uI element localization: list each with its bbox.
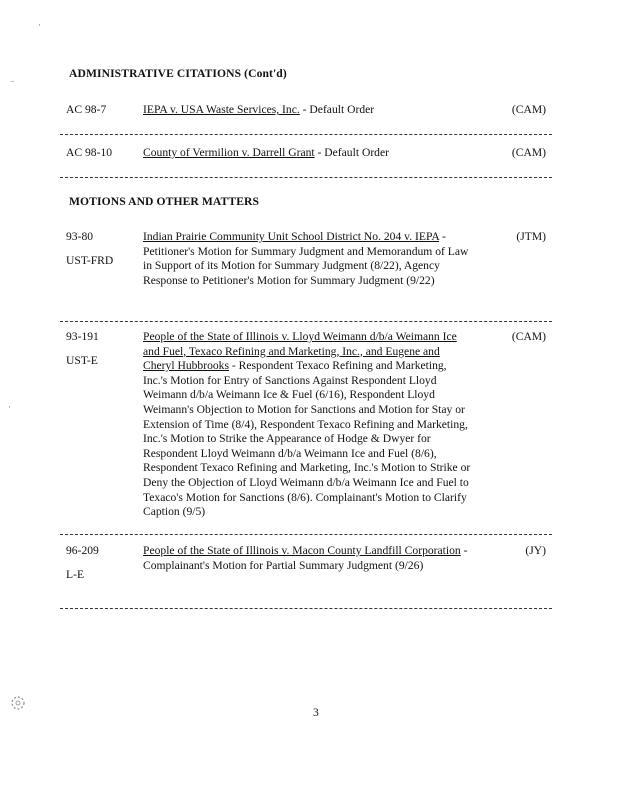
divider [60, 608, 552, 609]
case-title: IEPA v. USA Waste Services, Inc. [143, 103, 300, 116]
case-title: People of the State of Illinois v. Lloyd Weimann d/b/a Weimann Ice and Fuel, Texaco Refining and Marketing, Inc., and Eugene and Cheryl Hubbrooks [143, 330, 457, 373]
case-initials: (JY) [525, 544, 546, 557]
case-initials: (CAM) [511, 146, 546, 159]
case-text [143, 330, 473, 520]
case-text [143, 230, 473, 288]
case-type: L-E [66, 567, 85, 581]
case-number: AC 98-7 [66, 103, 107, 116]
section-heading-admin-citations: ADMINISTRATIVE CITATIONS (Cont'd) [69, 67, 287, 80]
case-title: People of the State of Illinois v. Macon County Landfill Corporation [143, 544, 461, 557]
case-type: UST-FRD [66, 253, 114, 267]
case-number: AC 98-10 [66, 146, 113, 159]
case-description: - Petitioner's Motion for Summary Judgment and Memorandum of Law in Support of its Motion for Summary Judgment (8/22), Agency Response to Petitioner's Motion for Summary Judgment (9/22) [143, 230, 469, 287]
case-number-block [66, 544, 136, 591]
scan-mark: · [38, 20, 41, 30]
case-initials: (CAM) [511, 103, 546, 116]
case-text [143, 103, 473, 118]
case-description: - Default Order [314, 146, 389, 159]
case-description: - Complainant's Motion for Partial Summary Judgment (9/26) [143, 544, 468, 572]
case-number-block [66, 330, 136, 377]
case-initials: (JTM) [516, 230, 546, 243]
case-number: 96-209 [66, 544, 99, 557]
scan-mark: · [8, 402, 11, 412]
section-heading-motions: MOTIONS AND OTHER MATTERS [69, 195, 260, 208]
case-title: County of Vermilion v. Darrell Grant [143, 146, 315, 159]
divider [60, 134, 552, 135]
case-text [143, 146, 473, 161]
case-description: - Default Order [299, 103, 375, 116]
case-number: 93-191 [66, 330, 99, 343]
case-initials: (CAM) [511, 330, 546, 343]
case-number: 93-80 [66, 230, 94, 243]
case-title: Indian Prairie Community Unit School District No. 204 v. IEPA [143, 230, 440, 243]
scan-artifact-icon [10, 692, 26, 714]
divider [60, 321, 552, 322]
divider [60, 177, 552, 178]
case-description: - Respondent Texaco Refining and Marketing, Inc.'s Motion for Entry of Sanctions Against Respondent Lloyd Weimann d/b/a Weimann Ice & Fuel (6/16), Respondent Lloyd Weimann's Objection to Motion for Sanctions and Motion for Stay or Extension of Time (8/4), Respondent Texaco Refining and Marketing, Inc.'s Motion to Strike the Appearance of Hodge & Dwyer for Respondent Lloyd Weimann d/b/a Weimann Ice and Fuel (8/6), Respondent Texaco Refining and Marketing, Inc.'s Motion to Strike or Deny the Objection of Lloyd Weimann d/b/a Weimann Ice and Fuel to Texaco's Motion for Sanctions (8/6). Complainant's Motion to Clarify Caption (9/5) [143, 359, 471, 519]
page-number: 3 [313, 706, 319, 719]
divider [60, 534, 552, 535]
case-text [143, 544, 473, 573]
case-number-block [66, 230, 136, 277]
scan-mark: ⁻ [10, 78, 15, 88]
case-type: UST-E [66, 353, 98, 367]
